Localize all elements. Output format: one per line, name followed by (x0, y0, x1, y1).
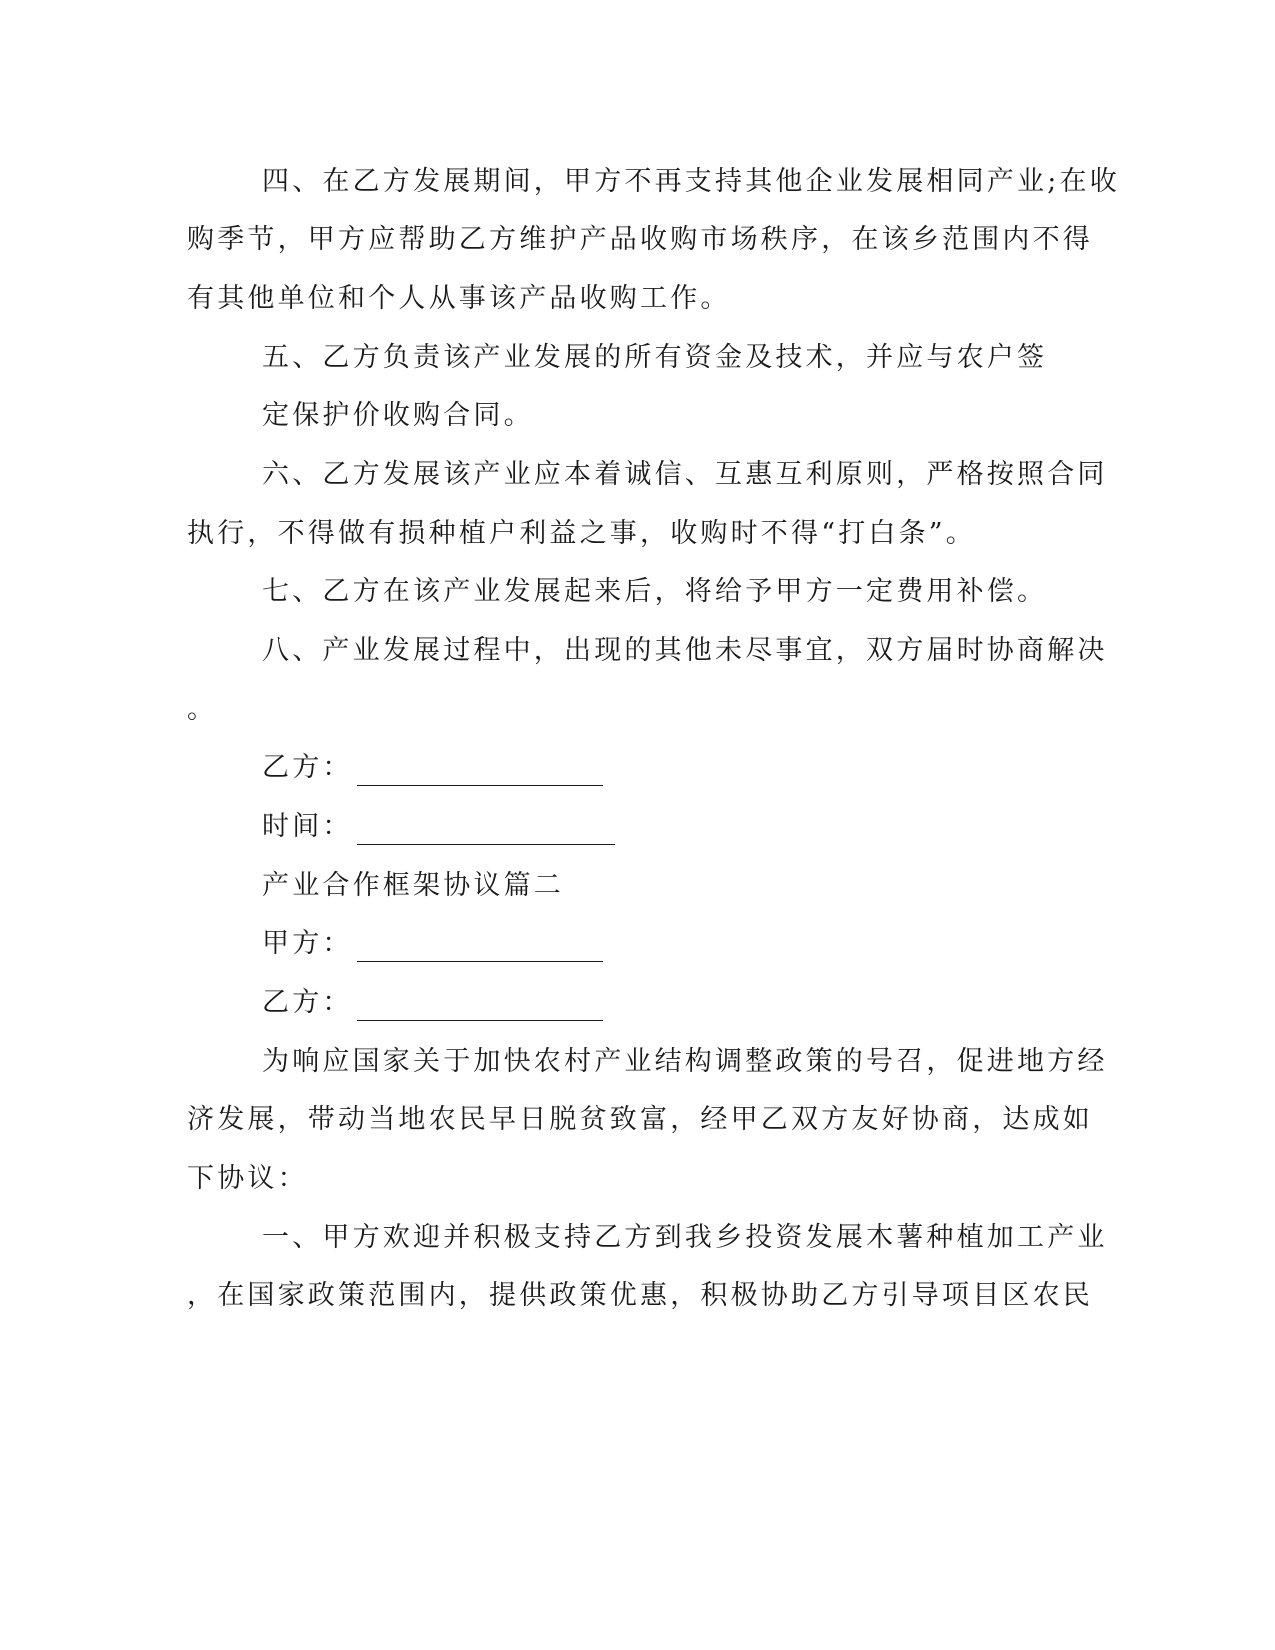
section-heading-2: 产业合作框架协议篇二 (262, 870, 564, 901)
preamble-line-2: 济发展，带动当地农民早日脱贫致富，经甲乙双方友好协商，达成如 (187, 1104, 1093, 1135)
party-b-line-2 (262, 985, 603, 1021)
clause-8-line-2: 。 (187, 694, 218, 725)
date-blank (357, 814, 615, 845)
clause-6-line-1: 六、乙方发展该产业应本着诚信、互惠互利原则，严格按照合同 (262, 459, 1108, 490)
party-a-blank (357, 931, 603, 962)
clause-6-line-2: 执行，不得做有损种植户利益之事，收购时不得“打白条”。 (187, 518, 977, 549)
clause-4-line-1: 四、在乙方发展期间，甲方不再支持其他企业发展相同产业;在收 (262, 166, 1120, 197)
party-b-signature-line (262, 750, 603, 786)
preamble-line-3: 下协议： (187, 1163, 308, 1194)
clause-4-line-2: 购季节，甲方应帮助乙方维护产品收购市场秩序，在该乡范围内不得 (187, 224, 1093, 255)
clause-8-line-1: 八、产业发展过程中，出现的其他未尽事宜，双方届时协商解决 (262, 635, 1108, 666)
date-label: 时间： (262, 811, 353, 842)
clause-5-line-1: 五、乙方负责该产业发展的所有资金及技术，并应与农户签 (262, 342, 1048, 373)
clause-1-line-1: 一、甲方欢迎并积极支持乙方到我乡投资发展木薯种植加工产业 (262, 1222, 1108, 1253)
clause-1-line-2: ，在国家政策范围内，提供政策优惠，积极协助乙方引导项目区农民 (187, 1280, 1093, 1311)
party-b-label: 乙方： (262, 752, 353, 783)
clause-5-line-2: 定保护价收购合同。 (262, 400, 534, 431)
party-b-label-2: 乙方： (262, 987, 353, 1018)
clause-4-line-3: 有其他单位和个人从事该产品收购工作。 (187, 283, 731, 314)
party-a-line (262, 926, 603, 962)
party-b-blank-2 (357, 990, 603, 1021)
date-signature-line (262, 809, 615, 845)
clause-7-line-1: 七、乙方在该产业发展起来后，将给予甲方一定费用补偿。 (262, 576, 1048, 607)
party-b-blank (357, 755, 603, 786)
preamble-line-1: 为响应国家关于加快农村产业结构调整政策的号召，促进地方经 (262, 1046, 1108, 1077)
party-a-label: 甲方： (262, 928, 353, 959)
